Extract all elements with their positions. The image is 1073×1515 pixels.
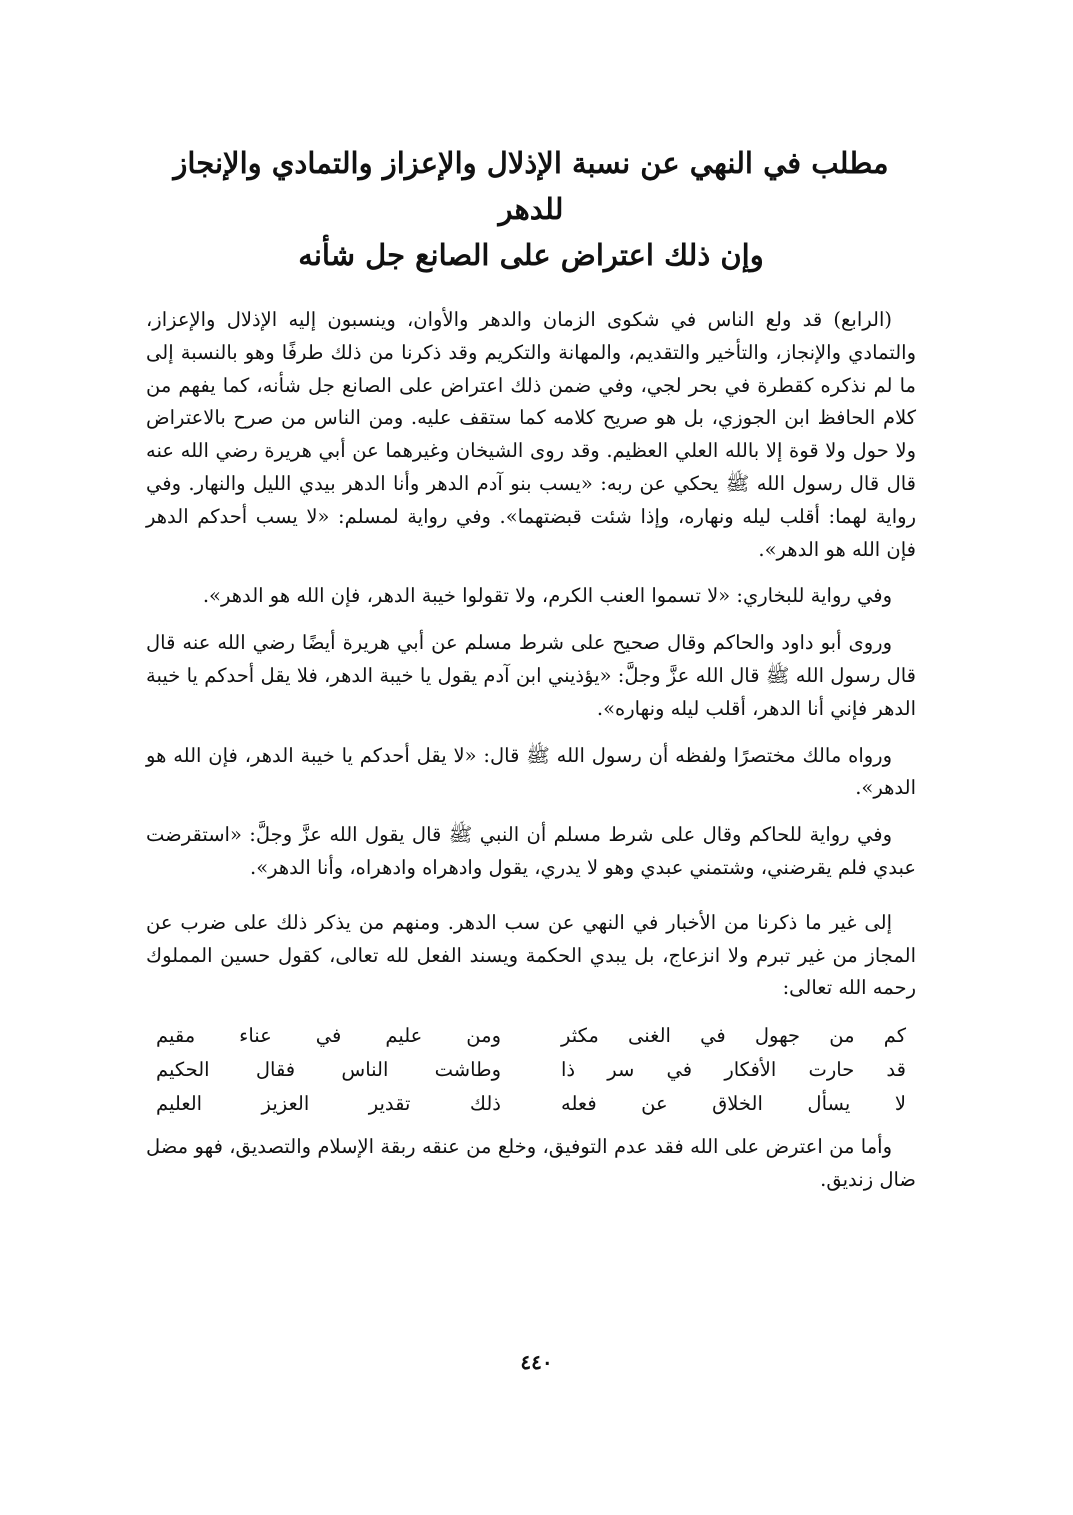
poem: [146, 1019, 916, 1121]
verse-3-second-hemistich: ذلك تقدير العزيز العليم: [156, 1092, 501, 1116]
paragraph-3: وروى أبو داود والحاكم وقال صحيح على شرط مسلم عن أبي هريرة أيضًا رضي الله عنه قال قال رسول الله ﷺ قال الله عزَّ وجلَّ: «يؤذيني ابن آدم يقول يا خيبة الدهر، فلا يقل أحدكم يا خيبة الدهر فإني أنا الدهر، أقلب ليله ونهاره».: [146, 631, 916, 720]
paragraph-5: وفي رواية للحاكم وقال على شرط مسلم أن النبي ﷺ قال يقول الله عزَّ وجلَّ: «استقرضت عبدي فلم يقرضني، وشتمني عبدي وهو لا يدري، يقول وادهراه وادهراه، وأنا الدهر».: [146, 823, 916, 879]
paragraph-6: إلى غير ما ذكرنا من الأخبار في النهي عن سب الدهر. ومنهم من يذكر ذلك على ضرب عن المجاز من غير تبرم ولا انزعاج، بل يبدي الحكمة ويسند الفعل لله تعالى، كقول حسين المملوك رحمه الله تعالى:: [146, 910, 916, 1000]
poem-verse-2: [156, 1053, 906, 1087]
page-number: ٤٤٠: [520, 1350, 553, 1374]
verse-1-first-hemistich: كم من جهول في الغنى مكثر: [561, 1024, 906, 1048]
heading-line-2: وإن ذلك اعتراض على الصانع جل شأنه: [298, 238, 764, 272]
poem-verse-3: [156, 1087, 906, 1121]
paragraph-2: وفي رواية للبخاري: «لا تسموا العنب الكرم، ولا تقولوا خيبة الدهر، فإن الله هو الدهر».: [202, 584, 892, 608]
verse-1-second-hemistich: ومن عليم في عناء مقيم: [156, 1024, 501, 1048]
verse-2-first-hemistich: قد حارت الأفكار في سر ذا: [561, 1058, 906, 1082]
section-heading: [146, 140, 916, 278]
paragraph-1: (الرابع) قد ولع الناس في شكوى الزمان والدهر والأوان، وينسبون إليه الإذلال والإعزاز، والتمادي والإنجاز، والتأخير والتقديم، والمهانة والتكريم وقد ذكرنا من ذلك طرفًا وهو بالنسبة إلى ما لم نذكره كقطرة في بحر لجي، وفي ضمن ذلك اعتراض على الصانع جل شأنه، كما يفهم من كلام الحافظ ابن الجوزي، بل هو صريح كلامه كما ستقف عليه. ومن الناس من صرح بالاعتراض ولا حول ولا قوة إلا بالله العلي العظيم. وقد روى الشيخان وغيرهما عن أبي هريرة رضي الله عنه قال قال رسول الله ﷺ يحكي عن ربه: «يسب بنو آدم الدهر وأنا الدهر بيدي الليل والنهار. وفي رواية لهما: أقلب ليله ونهاره، وإذا شئت قبضتهما». وفي رواية لمسلم: «لا يسب أحدكم الدهر فإن الله هو الدهر».: [146, 308, 916, 561]
page-content: [146, 140, 916, 1211]
verse-3-first-hemistich: لا يسأل الخلاق عن فعله: [561, 1092, 906, 1116]
verse-2-second-hemistich: وطاشت الناس فقال الحكيم: [156, 1058, 501, 1082]
closing-paragraph: وأما من اعترض على الله فقد عدم التوفيق، وخلع من عنقه ربقة الإسلام والتصديق، فهو مضل ضال زنديق.: [146, 1135, 916, 1191]
poem-verse-1: [156, 1019, 906, 1053]
paragraph-4: ورواه مالك مختصرًا ولفظه أن رسول الله ﷺ قال: «لا يقل أحدكم يا خيبة الدهر، فإن الله هو الدهر».: [146, 743, 916, 800]
heading-line-1: مطلب في النهي عن نسبة الإذلال والإعزاز والتمادي والإنجاز للدهر: [173, 146, 889, 226]
